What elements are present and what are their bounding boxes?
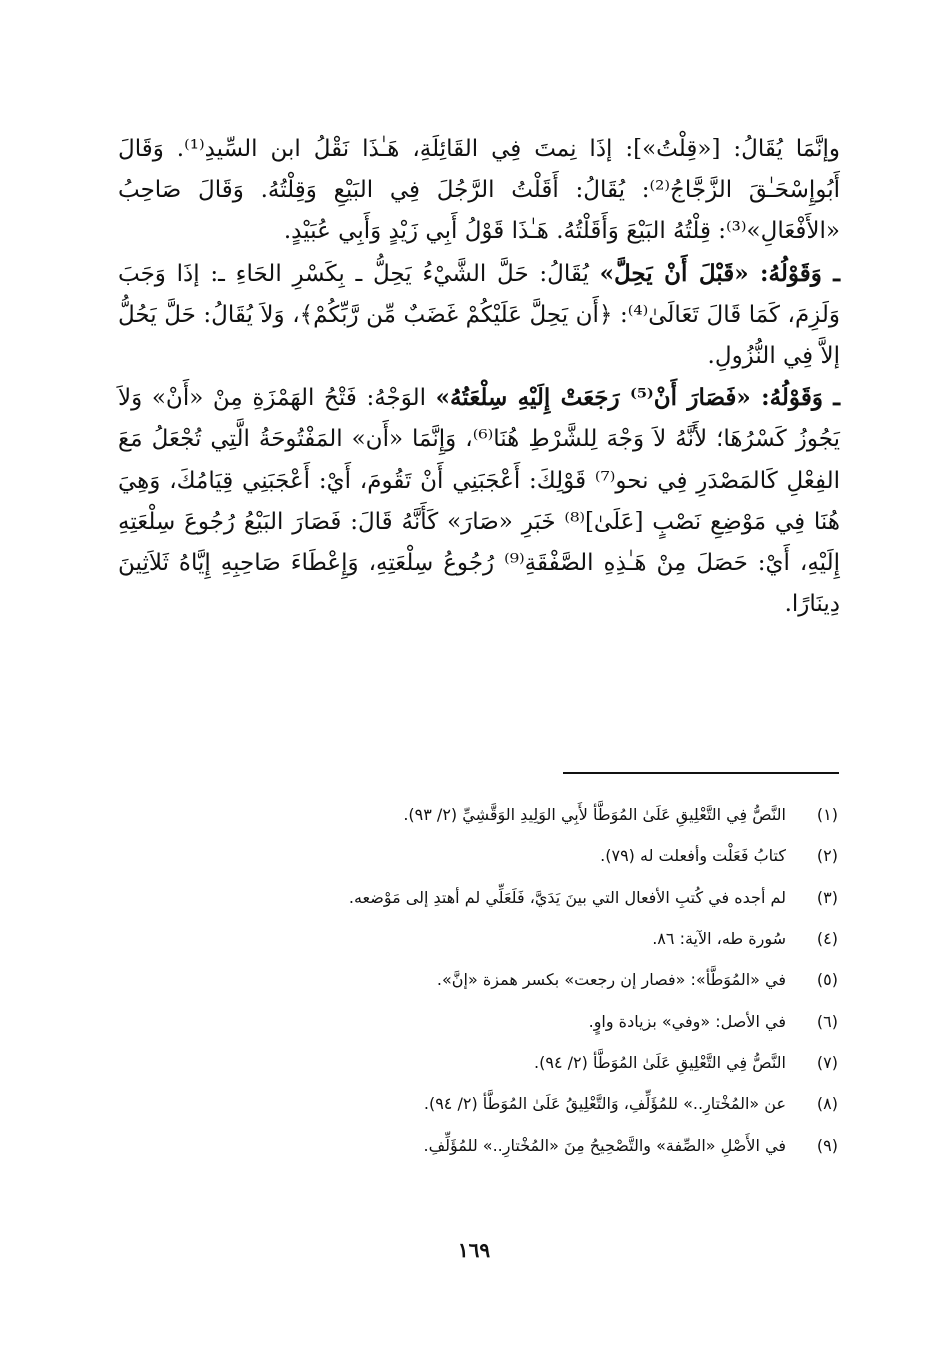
footnote-text: في الأصل: «وفي» بزيادة واوٍ. (588, 1011, 786, 1031)
footnote-text: النَّصُّ فِي التَّعْلِيقِ عَلَىٰ المُوَطَّأ (٢/ ٩٤). (534, 1052, 786, 1072)
footnote-number: (٤) (816, 929, 838, 949)
footnote-1 (118, 794, 840, 835)
footnote-text: في الأَصْلِ «الصِّفة» والتَّصْحِيحُ مِنَ «المُخْتارِ..» للمُؤَلِّفِ. (423, 1135, 786, 1155)
page-number: ١٦٩ (457, 1238, 491, 1262)
paragraph-1-text: وإنَّمَا يُقَالُ: [«قِلْتُ»]: إذَا نِمتَ فِي القَائِلَةِ، هَـٰذَا نَقْلُ ابن السِّيدِ⁽¹⁾. وَقَالَ أَبُوإِسْحَـٰقَ الزَّجَّاجُ⁽²⁾: يُقَالُ: أَقَلْتُ الرَّجُلَ فِي البَيْعِ وَقِلْتُهُ. وَقَالَ صَاحِبُ «الأَفْعَالِ»⁽³⁾: قِلْتُهُ البَيْعَ وَأَقَلْتُهُ. هَـٰذَا قَوْلُ أَبِي زَيْدٍ وَأَبِي عُبَيْدٍ. (118, 136, 840, 245)
footnote-number: (٣) (816, 887, 838, 907)
footnote-9 (118, 1124, 840, 1165)
paragraph-2-lead: ـ وَقَوْلُهُ: «قَبْلَ أَنْ يَحِلَّ» (599, 259, 840, 287)
footnote-number: (٥) (816, 970, 838, 990)
paragraph-2 (118, 253, 840, 378)
footnote-text: في «المُوَطَّأ»: «فصار إن رجعت» بكسر همزة «إنَّ». (436, 970, 786, 990)
footnote-text: عن «المُخْتارِ..» للمُؤَلِّفِ، وَالتَّعْلِيقُ عَلَىٰ المُوَطَّأ (٢/ ٩٤). (423, 1094, 786, 1114)
footnote-6 (118, 1000, 840, 1041)
footnote-4 (118, 918, 840, 959)
footnote-text: سُورة طه، الآية: ٨٦. (652, 929, 786, 949)
footnotes-list (118, 794, 840, 1166)
footnote-5 (118, 959, 840, 1000)
main-text-body (118, 128, 840, 625)
footnote-8 (118, 1083, 840, 1124)
footnote-text: النَّصُّ فِي التَّعْلِيقِ عَلَىٰ المُوَطَّأ لأَبِي الوَلِيدِ الوَقَّشِيِّ (٢/ ٩٣). (403, 805, 786, 825)
footnote-number: (٧) (816, 1052, 838, 1072)
footnote-number: (٨) (816, 1094, 838, 1114)
footnote-number: (٩) (816, 1135, 838, 1155)
paragraph-3 (118, 377, 840, 625)
footnote-text: كتابُ فَعَلْت وأفعلت له (٧٩). (600, 846, 786, 866)
paragraph-1 (118, 128, 840, 253)
paragraph-3-text: الوَجْهُ: فَتْحُ الهَمْزَةِ مِنْ «أَنْ» وَلاَ يَجُوزُ كَسْرُهَا؛ لأَنَّهُ لاَ وَجْهَ لِلشَّرْطِ هُنَا⁽⁶⁾، وَإِنَّمَا «أَن» المَفْتُوحَةُ الَّتِي تُجْعَلُ مَعَ الفِعْلِ كَالمَصْدَرِ فِي نحو⁽⁷⁾ قَوْلِكَ: أَعْجَبَنِي أَنْ تَقُومَ، أَيْ: أَعْجَبَنِي قِيَامُكَ، وَهِيَ هُنَا فِي مَوْضِعِ نَصْبٍ [عَلَىٰ]⁽⁸⁾ خَبَرِ «صَارَ» كَأَنَّهُ قَالَ: فَصَارَ البَيْعُ رُجُوعَ سِلْعَتِهِ إِلَيْهِ، أَيْ: حَصَلَ مِنْ هَـٰذِهِ الصَّفْقَةِ⁽⁹⁾ رُجُوعُ سِلْعَتِهِ، وَإِعْطَاءَ صَاحِبِهِ إِيَّاهُ ثَلاَثِينَ دِينَارًا. (118, 385, 840, 618)
footnote-number: (٦) (816, 1011, 838, 1031)
paragraph-3-lead: ـ وَقَوْلُهُ: «فَصَارَ أَنْ⁽⁵⁾ رَجَعَتْ إِلَيْهِ سِلْعَتُهُ» (435, 384, 840, 412)
footnote-text: لم أجده في كُتبِ الأفعال التي بينَ يَدَيَّ، فَلَعَلِّي لم أهتدِ إلى مَوْضعه. (348, 887, 786, 907)
footnote-separator (563, 772, 839, 774)
footnote-number: (٢) (816, 846, 838, 866)
footnote-3 (118, 877, 840, 918)
footnote-2 (118, 835, 840, 876)
footnote-7 (118, 1042, 840, 1083)
paragraph-2-text: يُقَالُ: حَلَّ الشَّيْءُ يَحِلُّ ـ بِكَسْرِ الحَاءِ ـ: إذَا وَجَبَ وَلَزِمَ، كَمَا قَالَ تَعَالَىٰ⁽⁴⁾: ﴿أَن يَحِلَّ عَلَيْكُمْ غَضَبٌ مِّن رَّبِّكُمْ﴾، وَلاَ يُقَالُ: حَلَّ يَحُلُّ إلاَّ فِي النُّزُولِ. (118, 260, 841, 370)
footnote-number: (١) (816, 805, 838, 825)
